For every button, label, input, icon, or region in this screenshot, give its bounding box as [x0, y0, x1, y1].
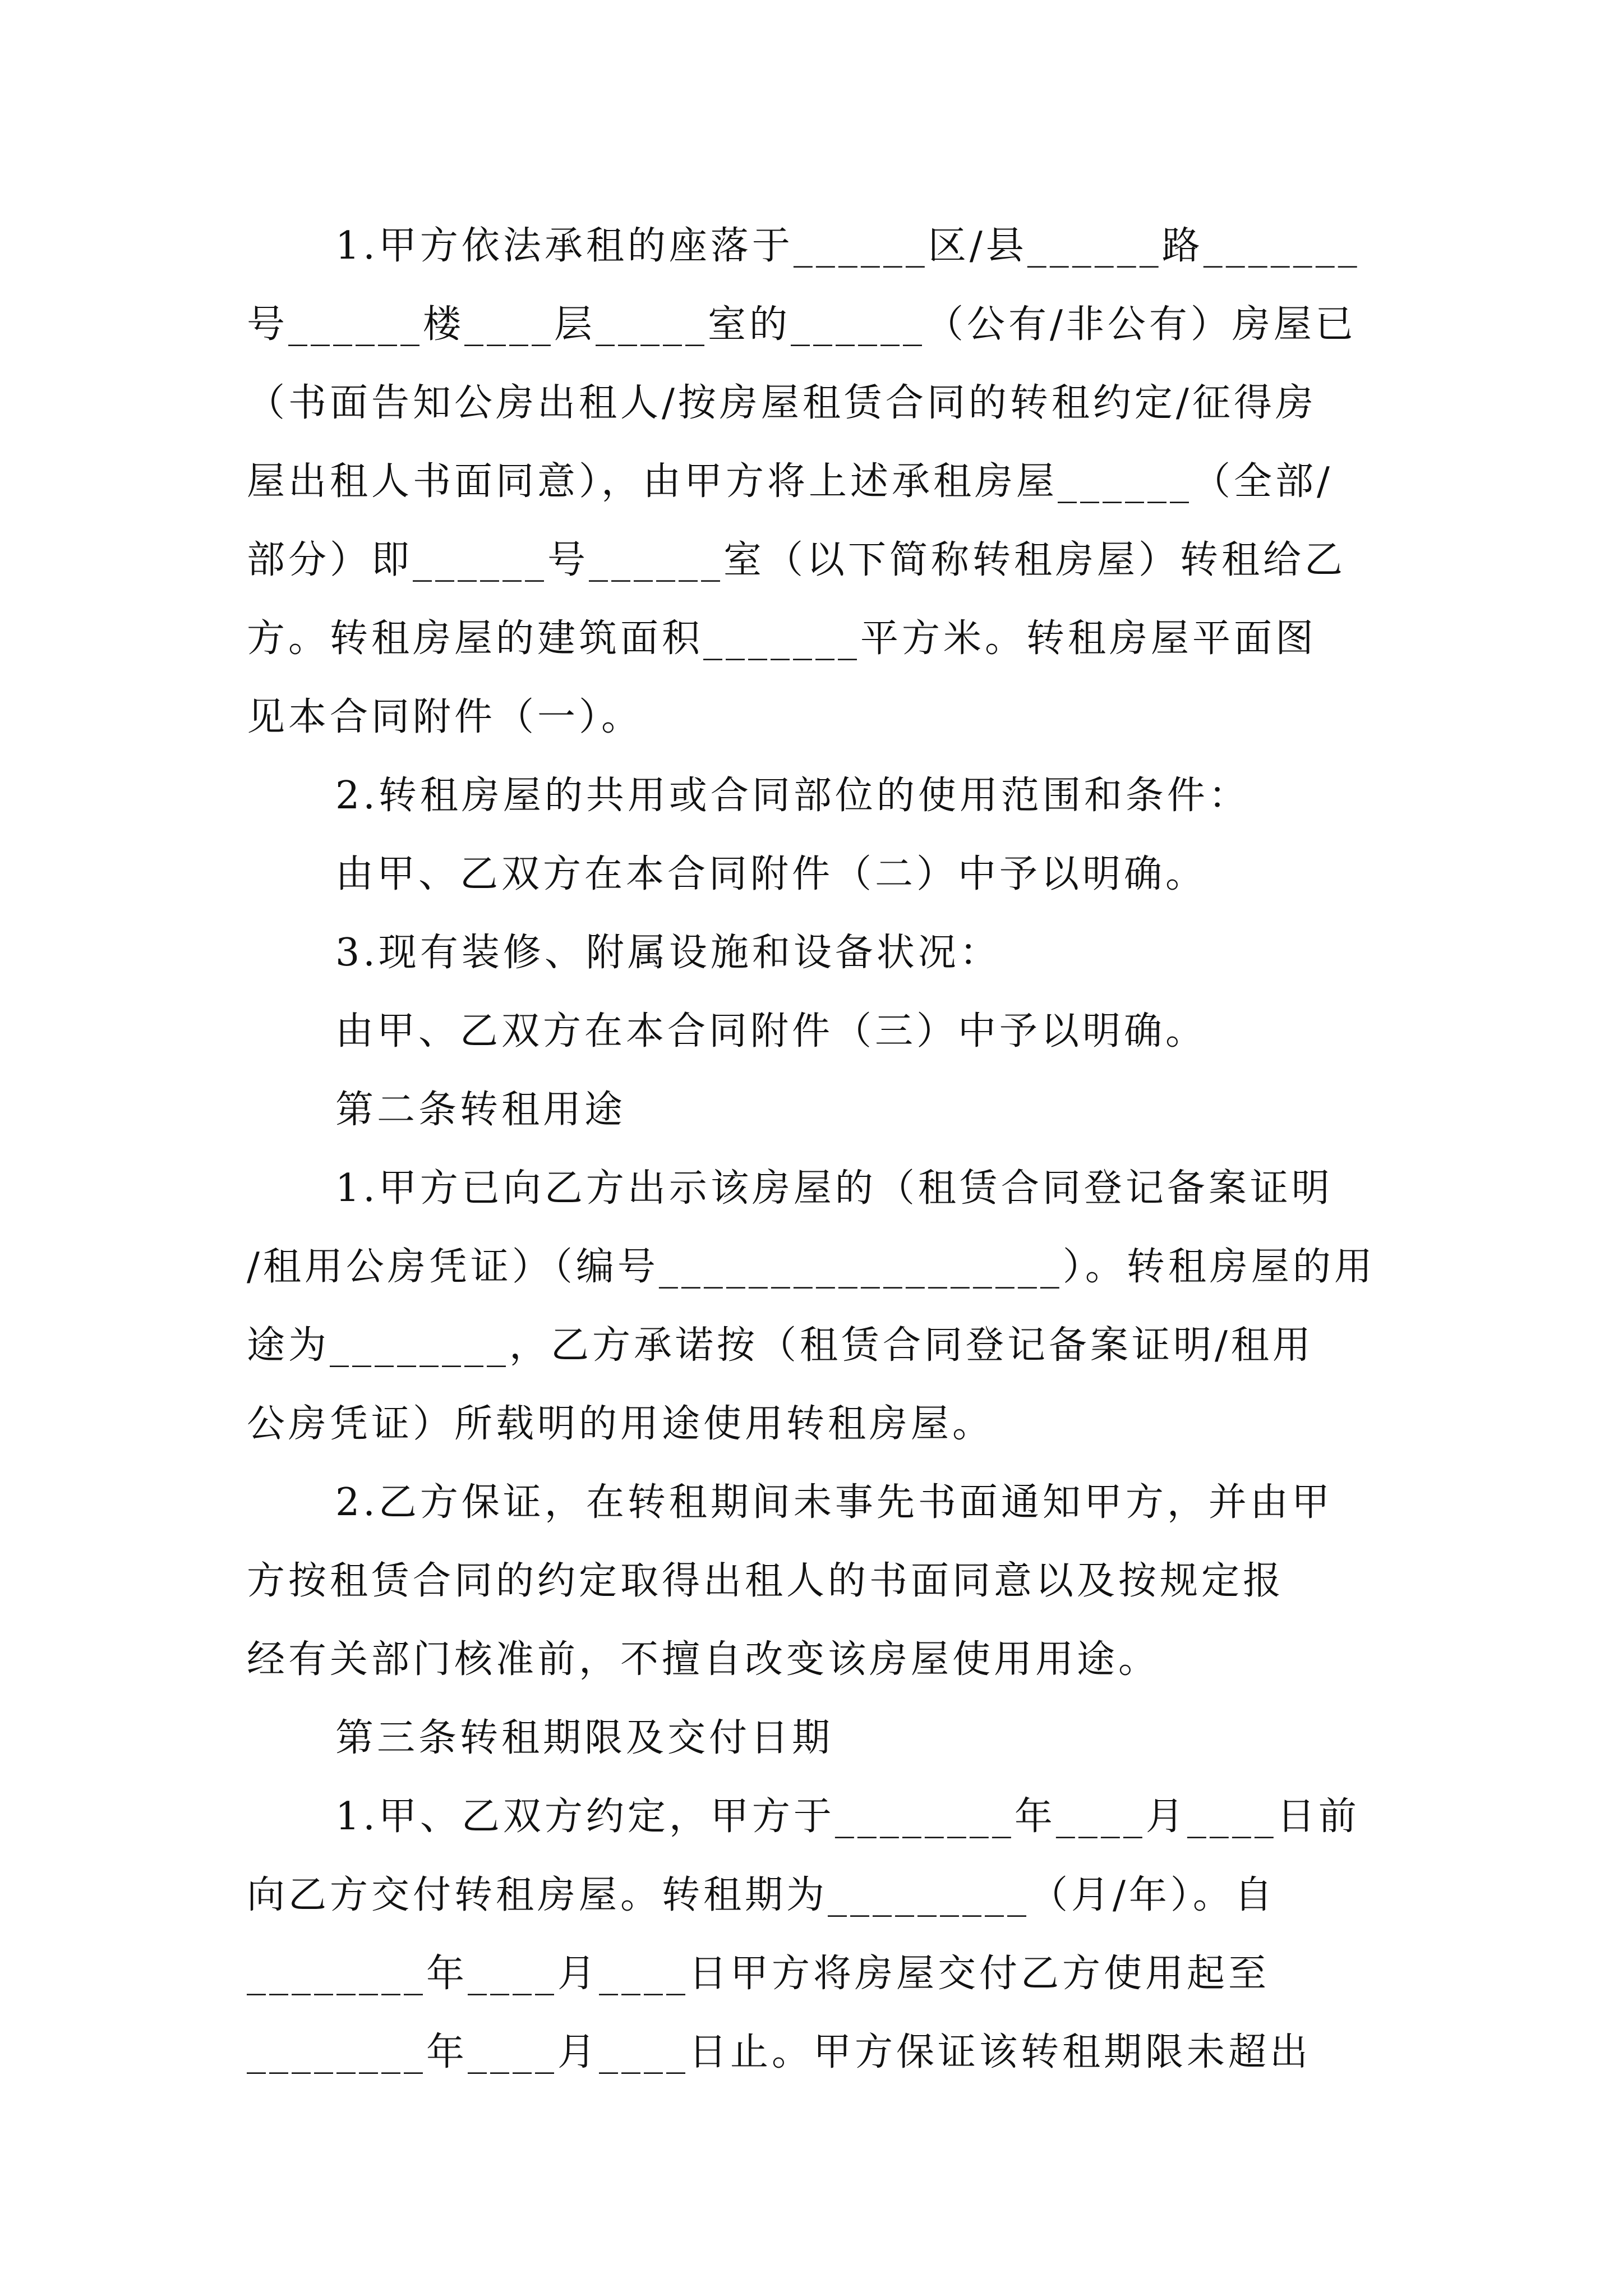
paragraph-line-8: 2.转租房屋的共用或合同部位的使用范围和条件：: [335, 774, 1250, 818]
paragraph-line-6: 方。转租房屋的建筑面积_______平方米。转租房屋平面图: [247, 616, 1317, 661]
paragraph-line-21: ________年____月____日甲方将房屋交付乙方使用起至: [247, 1952, 1270, 1996]
paragraph-line-7: 见本合同附件（一）。: [247, 695, 643, 739]
paragraph-line-1: 1.甲方依法承租的座落于______区/县______路_______: [335, 224, 1361, 268]
paragraph-line-10: 3.现有装修、附属设施和设备状况：: [335, 931, 1001, 975]
paragraph-line-9: 由甲、乙双方在本合同附件（二）中予以明确。: [335, 852, 1207, 896]
paragraph-line-14: 途为________，乙方承诺按（租赁合同登记备案证明/租用: [247, 1323, 1314, 1368]
paragraph-line-4: 屋出租人书面同意），由甲方将上述承租房屋______（全部/: [247, 459, 1333, 504]
paragraph-line-22: ________年____月____日止。甲方保证该转租期限未超出: [247, 2030, 1312, 2074]
section-heading-2: 第二条转租用途: [335, 1088, 626, 1132]
paragraph-line-20: 向乙方交付转租房屋。转租期为_________（月/年）。自: [247, 1873, 1276, 1917]
paragraph-line-16: 2.乙方保证，在转租期间未事先书面通知甲方，并由甲: [335, 1480, 1333, 1525]
paragraph-line-19: 1.甲、乙双方约定，甲方于________年____月____日前: [335, 1795, 1360, 1839]
paragraph-line-18: 经有关部门核准前，不擅自改变该房屋使用用途。: [247, 1637, 1160, 1682]
paragraph-line-13: /租用公房凭证）（编号__________________）。转租房屋的用: [247, 1245, 1376, 1289]
paragraph-line-5: 部分）即______号______室（以下简称转租房屋）转租给乙: [247, 538, 1347, 582]
paragraph-line-3: （书面告知公房出租人/按房屋租赁合同的转租约定/征得房: [247, 381, 1317, 425]
section-heading-3: 第三条转租期限及交付日期: [335, 1716, 834, 1760]
paragraph-line-15: 公房凭证）所载明的用途使用转租房屋。: [247, 1402, 994, 1446]
paragraph-line-11: 由甲、乙双方在本合同附件（三）中予以明确。: [335, 1009, 1207, 1053]
paragraph-line-12: 1.甲方已向乙方出示该房屋的（租赁合同登记备案证明: [335, 1166, 1333, 1211]
paragraph-line-2: 号______楼____层_____室的______（公有/非公有）房屋已: [247, 302, 1357, 347]
paragraph-line-17: 方按租赁合同的约定取得出租人的书面同意以及按规定报: [247, 1559, 1285, 1603]
